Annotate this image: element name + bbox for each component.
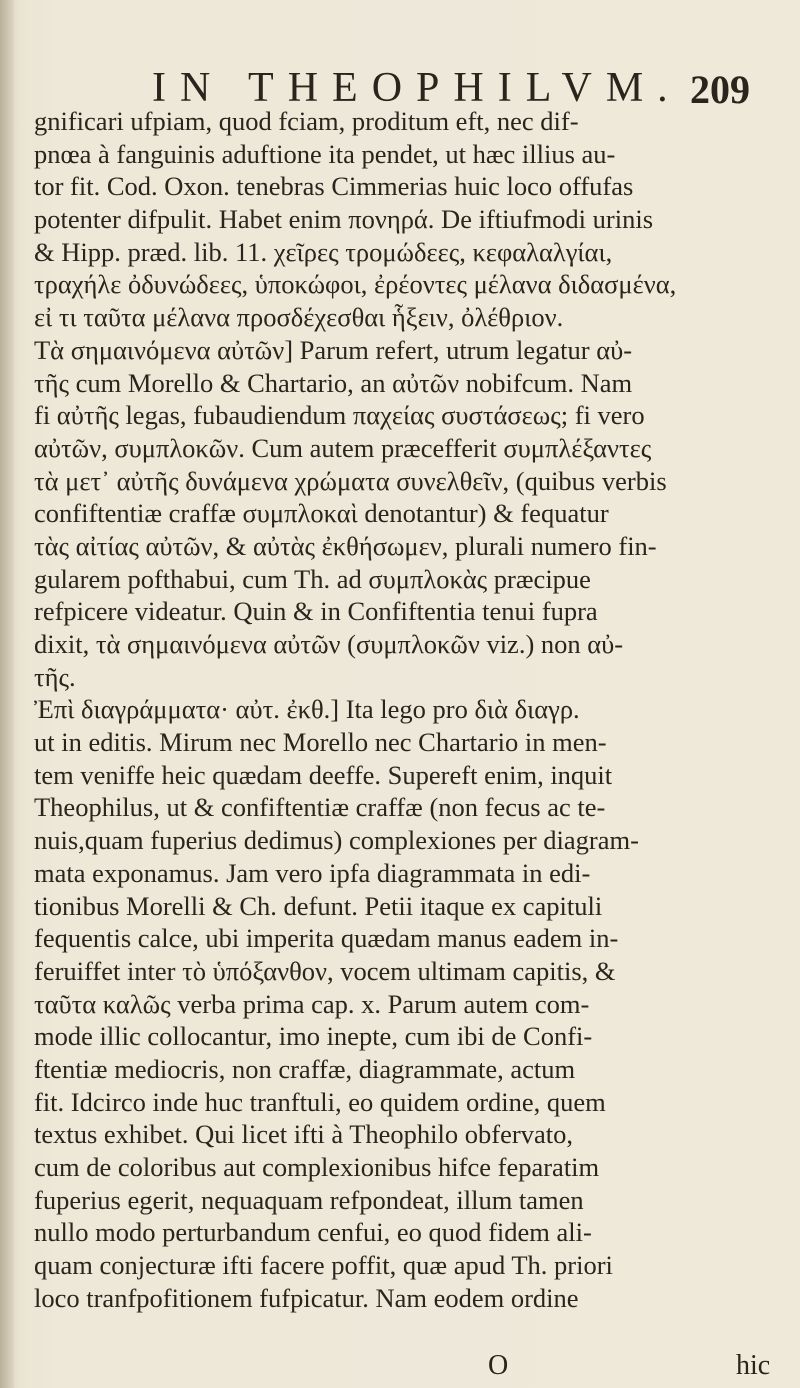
text-line: nullo modo perturbandum cenfui, eo quod fidem ali- — [34, 1217, 592, 1248]
running-head: IN THEOPHILVM. — [152, 65, 682, 111]
page-footer — [0, 1350, 800, 1382]
text-line: τῆς. — [34, 661, 76, 692]
text-line: tor fit. Cod. Oxon. tenebras Cimmerias huic loco offufas — [34, 171, 634, 202]
text-line: τὰς αἰτίας αὐτῶν, & αὐτὰς ἐκθήσωμεν, plurali numero fin- — [34, 530, 657, 561]
text-line: nuis,quam fuperius dedimus) complexiones per diagram- — [34, 825, 639, 856]
text-line: textus exhibet. Qui licet ifti à Theophilo obfervato, — [34, 1119, 573, 1150]
text-line: refpicere videatur. Quin & in Confiftentia tenui fupra — [34, 596, 598, 627]
page-binding-edge — [0, 0, 14, 1388]
text-line: tionibus Morelli & Ch. defunt. Petii itaque ex capituli — [34, 890, 603, 921]
page-number: 209 — [690, 67, 750, 112]
text-line: τραχήλε ὀδυνώδεες, ὑποκώφοι, ἐρέοντες μέλανα διδασμένα, — [34, 269, 677, 300]
catchword: hic — [736, 1350, 771, 1381]
text-line: fequentis calce, ubi imperita quædam manus eadem in- — [34, 923, 619, 954]
text-line: gularem pofthabui, cum Th. ad συμπλοκὰς præcipue — [34, 563, 591, 594]
text-line: gnificari ufpiam, quod fciam, proditum eft, nec dif- — [34, 106, 579, 136]
text-line: τῆς cum Morello & Chartario, an αὐτῶν nobifcum. Nam — [34, 367, 633, 398]
signature-mark: O — [488, 1350, 509, 1381]
text-line: & Hipp. præd. lib. 11. χεῖρες τρομώδεες, κεφαλαλγίαι, — [34, 236, 613, 267]
text-line: ταῦτα καλῶς verba prima cap. x. Parum autem com- — [34, 988, 590, 1019]
text-line: ut in editis. Mirum nec Morello nec Chartario in men- — [34, 727, 607, 758]
text-line: fi αὐτῆς legas, fubaudiendum παχείας συστάσεως; fi vero — [34, 400, 645, 431]
text-line: Ἐπὶ διαγράμματα· αὐτ. ἐκθ.] Ita lego pro διὰ διαγρ. — [34, 694, 580, 725]
text-line: loco tranfpofitionem fufpicatur. Nam eodem ordine — [34, 1282, 579, 1313]
text-line: αὐτῶν, συμπλοκῶν. Cum autem præcefferit συμπλέξαντες — [34, 432, 652, 463]
text-line: feruiffet inter τὸ ὑπόξανθον, vocem ultimam capitis, & — [34, 955, 616, 986]
text-line: ftentiæ mediocris, non craffæ, diagrammate, actum — [34, 1053, 576, 1084]
text-line: tem veniffe heic quædam deeffe. Supereft enim, inquit — [34, 759, 613, 790]
text-line: Theophilus, ut & confiftentiæ craffæ (non fecus ac te- — [34, 792, 606, 823]
text-line: mode illic collocantur, imo inepte, cum ibi de Confi- — [34, 1021, 593, 1052]
text-line: fit. Idcirco inde huc tranftuli, eo quidem ordine, quem — [34, 1086, 606, 1117]
text-line: cum de coloribus aut complexionibus hifce feparatim — [34, 1152, 600, 1182]
text-line: mata exponamus. Jam vero ipfa diagrammata in edi- — [34, 857, 591, 888]
text-line: fuperius egerit, nequaquam refpondeat, illum tamen — [34, 1184, 584, 1215]
text-line: quam conjecturæ ifti facere poffit, quæ apud Th. priori — [34, 1250, 613, 1281]
text-line: potenter difpulit. Habet enim πονηρά. De iftiufmodi urinis — [34, 204, 654, 235]
body-text — [34, 105, 786, 1314]
text-line: confiftentiæ craffæ συμπλοκαὶ denotantur) & fequatur — [34, 498, 609, 529]
text-line: τὰ μετ᾽ αὐτῆς δυνάμενα χρώματα συνελθεῖν, (quibus verbis — [34, 465, 667, 496]
text-line: Τὰ σημαινόμενα αὐτῶν] Parum refert, utrum legatur αὐ- — [34, 334, 633, 365]
text-line: pnœa à fanguinis aduftione ita pendet, ut hæc illius au- — [34, 138, 616, 169]
text-line: εἰ τι ταῦτα μέλανα προσδέχεσθαι ἧξειν, ὀλέθριον. — [34, 302, 564, 333]
text-line: dixit, τὰ σημαινόμενα αὐτῶν (συμπλοκῶν viz.) non αὐ- — [34, 629, 624, 659]
